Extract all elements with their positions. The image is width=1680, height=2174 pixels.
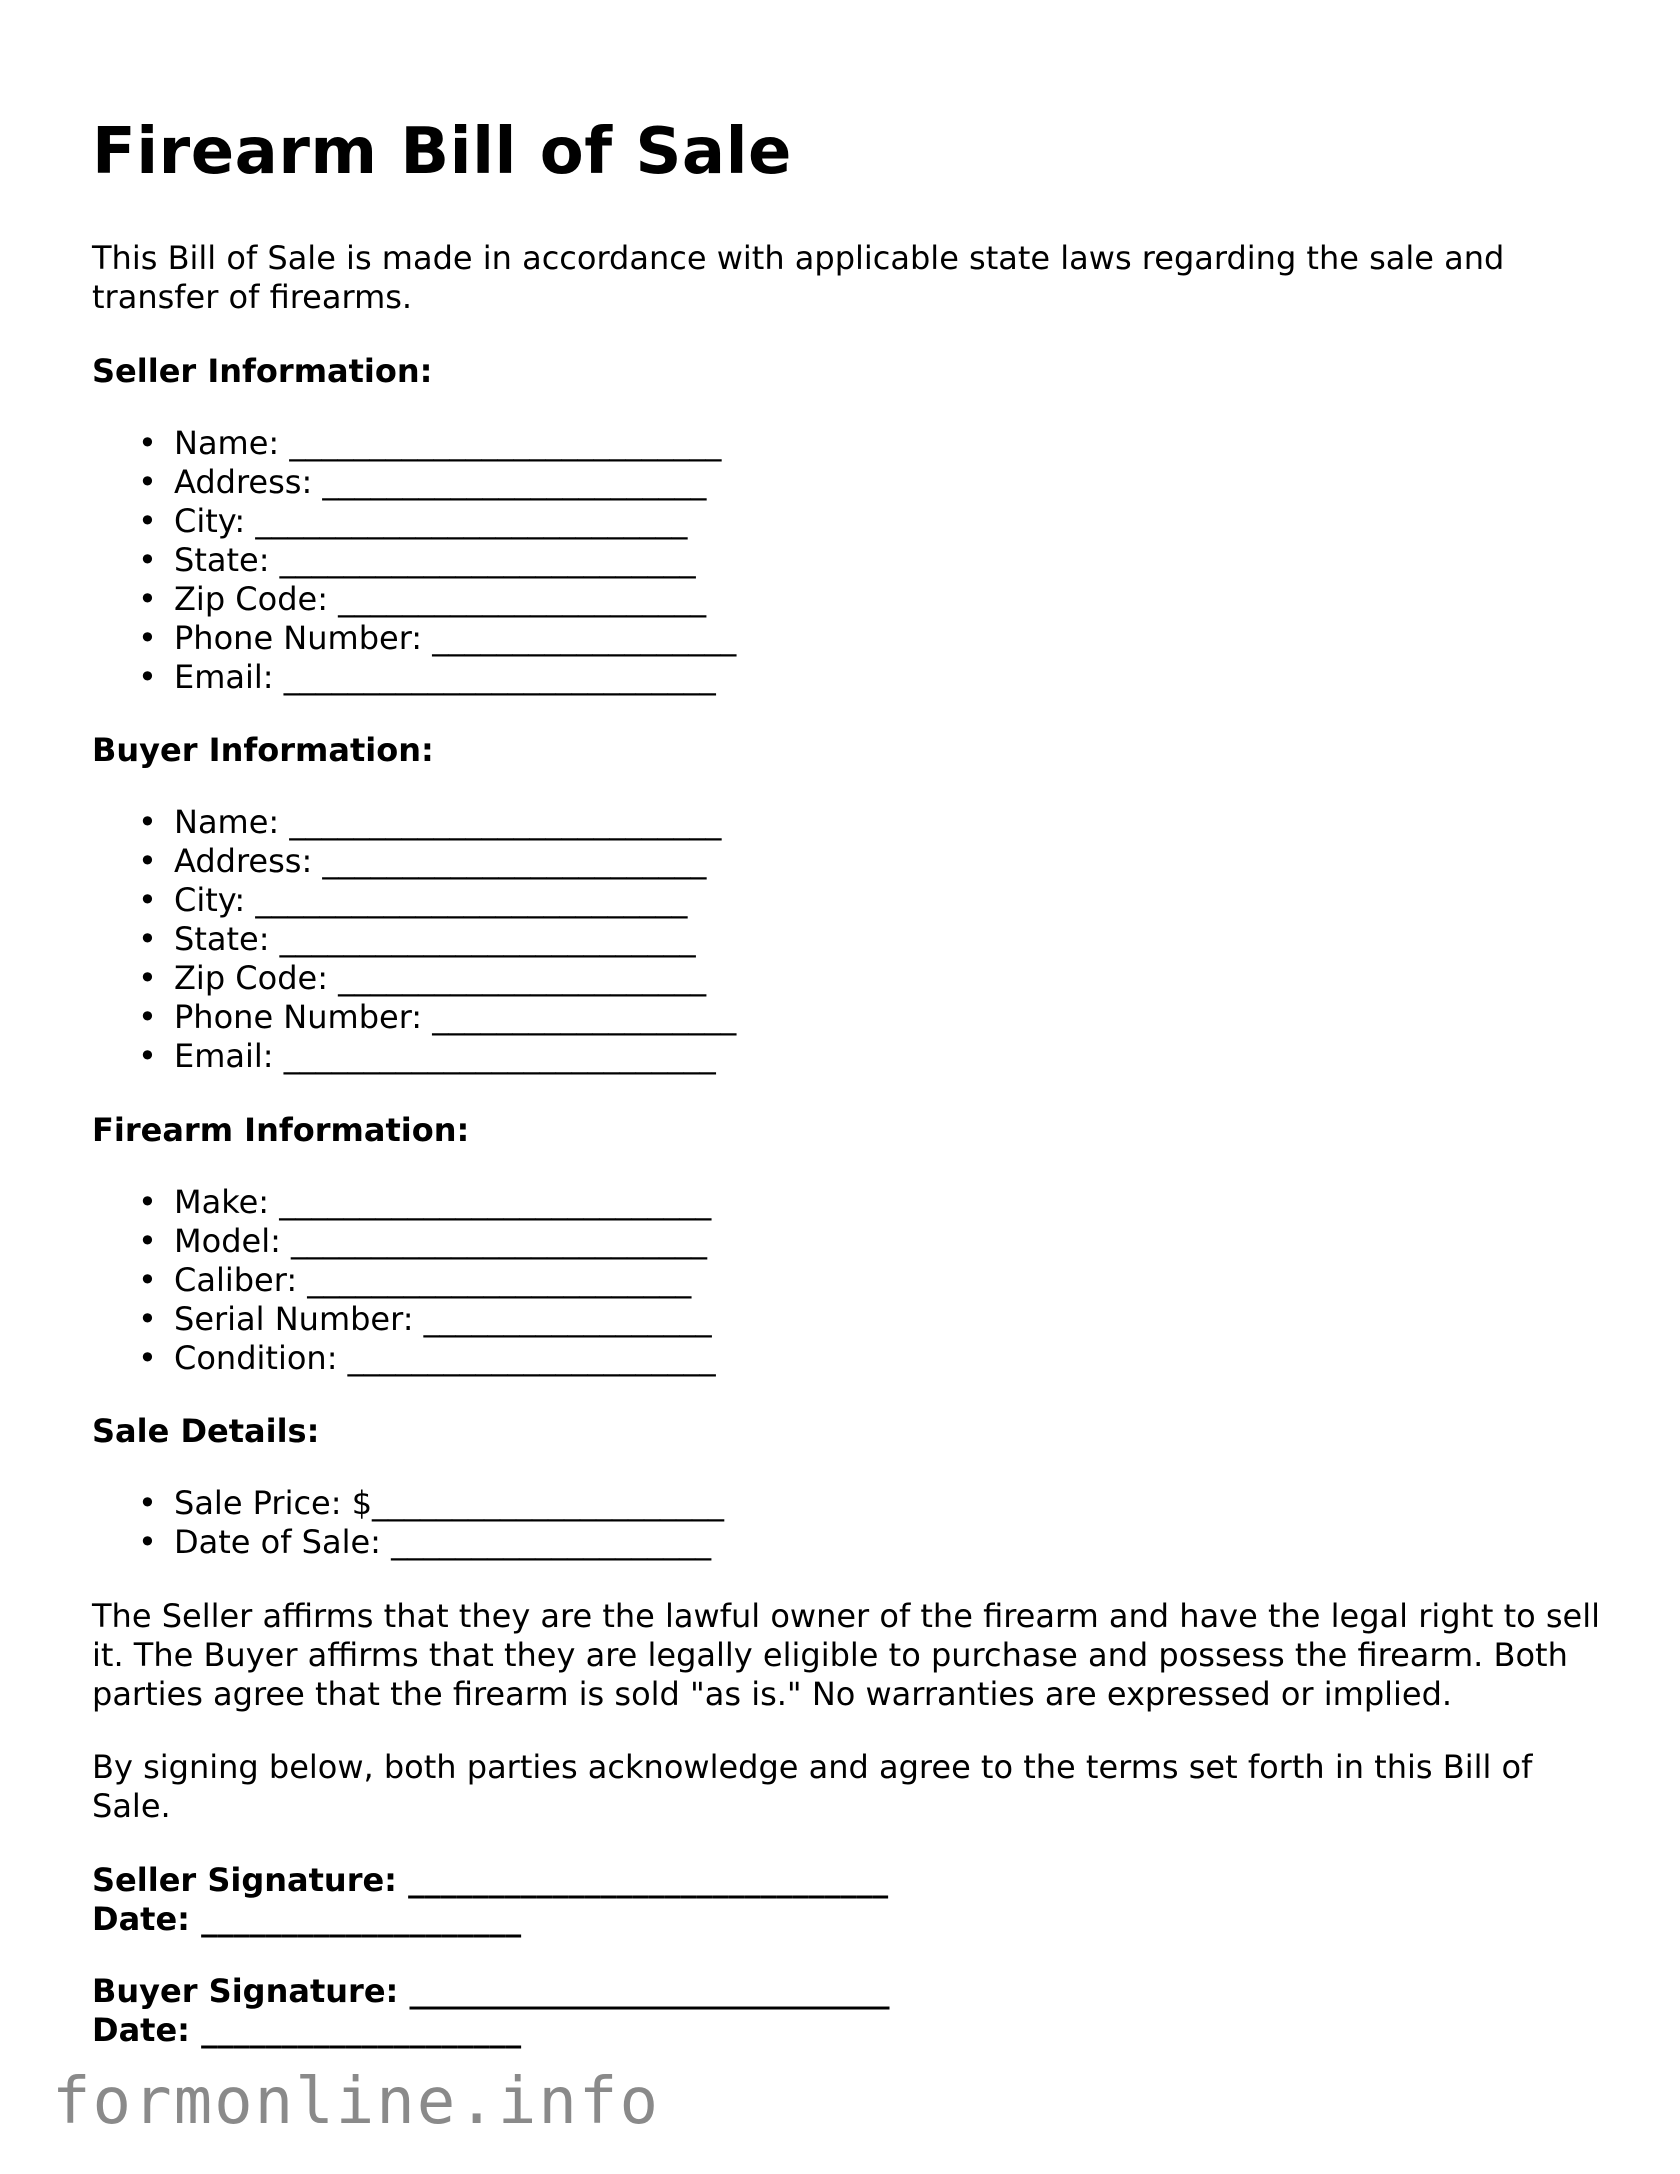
firearm-model-field: • Model: __________________________ (138, 1222, 708, 1260)
buyer-address-field: • Address: ________________________ (138, 842, 707, 880)
buyer-fields (92, 803, 736, 1076)
bullet: • (138, 1037, 157, 1075)
acknowledgement-paragraph: By signing below, both parties acknowledge and agree to the terms set forth in this Bill of Sale. (92, 1748, 1533, 1825)
bullet: • (138, 842, 157, 880)
buyer-phone-field: • Phone Number: ___________________ (138, 998, 737, 1036)
bullet: • (138, 920, 157, 958)
seller-fields (92, 424, 736, 697)
seller-email-field: • Email: ___________________________ (138, 658, 716, 696)
sale-date-field: • Date of Sale: ____________________ (138, 1523, 712, 1561)
sale-fields (92, 1484, 724, 1562)
bullet: • (138, 502, 157, 540)
bullet: • (138, 959, 157, 997)
bullet: • (138, 1523, 157, 1561)
bullet: • (138, 881, 157, 919)
sale-price-field: • Sale Price: $______________________ (138, 1484, 725, 1522)
bullet: • (138, 1222, 157, 1260)
bullet: • (138, 580, 157, 618)
firearm-condition-field: • Condition: _______________________ (138, 1339, 716, 1377)
bullet: • (138, 1300, 157, 1338)
watermark: formonline.info (52, 2065, 660, 2139)
seller-name-field: • Name: ___________________________ (138, 424, 722, 462)
seller-zip-field: • Zip Code: _______________________ (138, 580, 707, 618)
bullet: • (138, 803, 157, 841)
sale-heading: Sale Details: (92, 1412, 320, 1450)
seller-signature-block (92, 1861, 888, 1939)
bullet: • (138, 1261, 157, 1299)
intro-paragraph: This Bill of Sale is made in accordance with applicable state laws regarding the sale and transfer of firearms. (92, 239, 1505, 316)
firearm-heading: Firearm Information: (92, 1111, 470, 1149)
bullet: • (138, 658, 157, 696)
affirmation-paragraph: The Seller affirms that they are the lawful owner of the firearm and have the legal right to sell it. The Buyer affirms that they are legally eligible to purchase and possess the firearm. Both parties agree that the firearm is sold "as is." No warranties are expressed or implied. (92, 1597, 1601, 1713)
firearm-serial-field: • Serial Number: __________________ (138, 1300, 712, 1338)
bullet: • (138, 424, 157, 462)
bullet: • (138, 1339, 157, 1377)
seller-address-field: • Address: ________________________ (138, 463, 707, 501)
bullet: • (138, 463, 157, 501)
seller-heading: Seller Information: (92, 352, 433, 390)
bullet: • (138, 541, 157, 579)
bullet: • (138, 619, 157, 657)
page-title: Firearm Bill of Sale (92, 115, 792, 189)
buyer-heading: Buyer Information: (92, 731, 434, 769)
buyer-signature-block (92, 1972, 889, 2050)
buyer-city-field: • City: ___________________________ (138, 881, 688, 919)
buyer-zip-field: • Zip Code: _______________________ (138, 959, 707, 997)
firearm-fields (92, 1183, 716, 1378)
buyer-state-field: • State: __________________________ (138, 920, 696, 958)
firearm-make-field: • Make: ___________________________ (138, 1183, 712, 1221)
seller-date-line: Date: ____________________ (92, 1900, 522, 1938)
seller-signature-line: Seller Signature: ______________________________ (92, 1861, 889, 1899)
bullet: • (138, 998, 157, 1036)
buyer-date-line: Date: ____________________ (92, 2011, 522, 2049)
seller-city-field: • City: ___________________________ (138, 502, 688, 540)
bullet: • (138, 1183, 157, 1221)
buyer-email-field: • Email: ___________________________ (138, 1037, 716, 1075)
bullet: • (138, 1484, 157, 1522)
buyer-signature-line: Buyer Signature: ______________________________ (92, 1972, 890, 2010)
seller-phone-field: • Phone Number: ___________________ (138, 619, 737, 657)
buyer-name-field: • Name: ___________________________ (138, 803, 722, 841)
firearm-caliber-field: • Caliber: ________________________ (138, 1261, 692, 1299)
seller-state-field: • State: __________________________ (138, 541, 696, 579)
